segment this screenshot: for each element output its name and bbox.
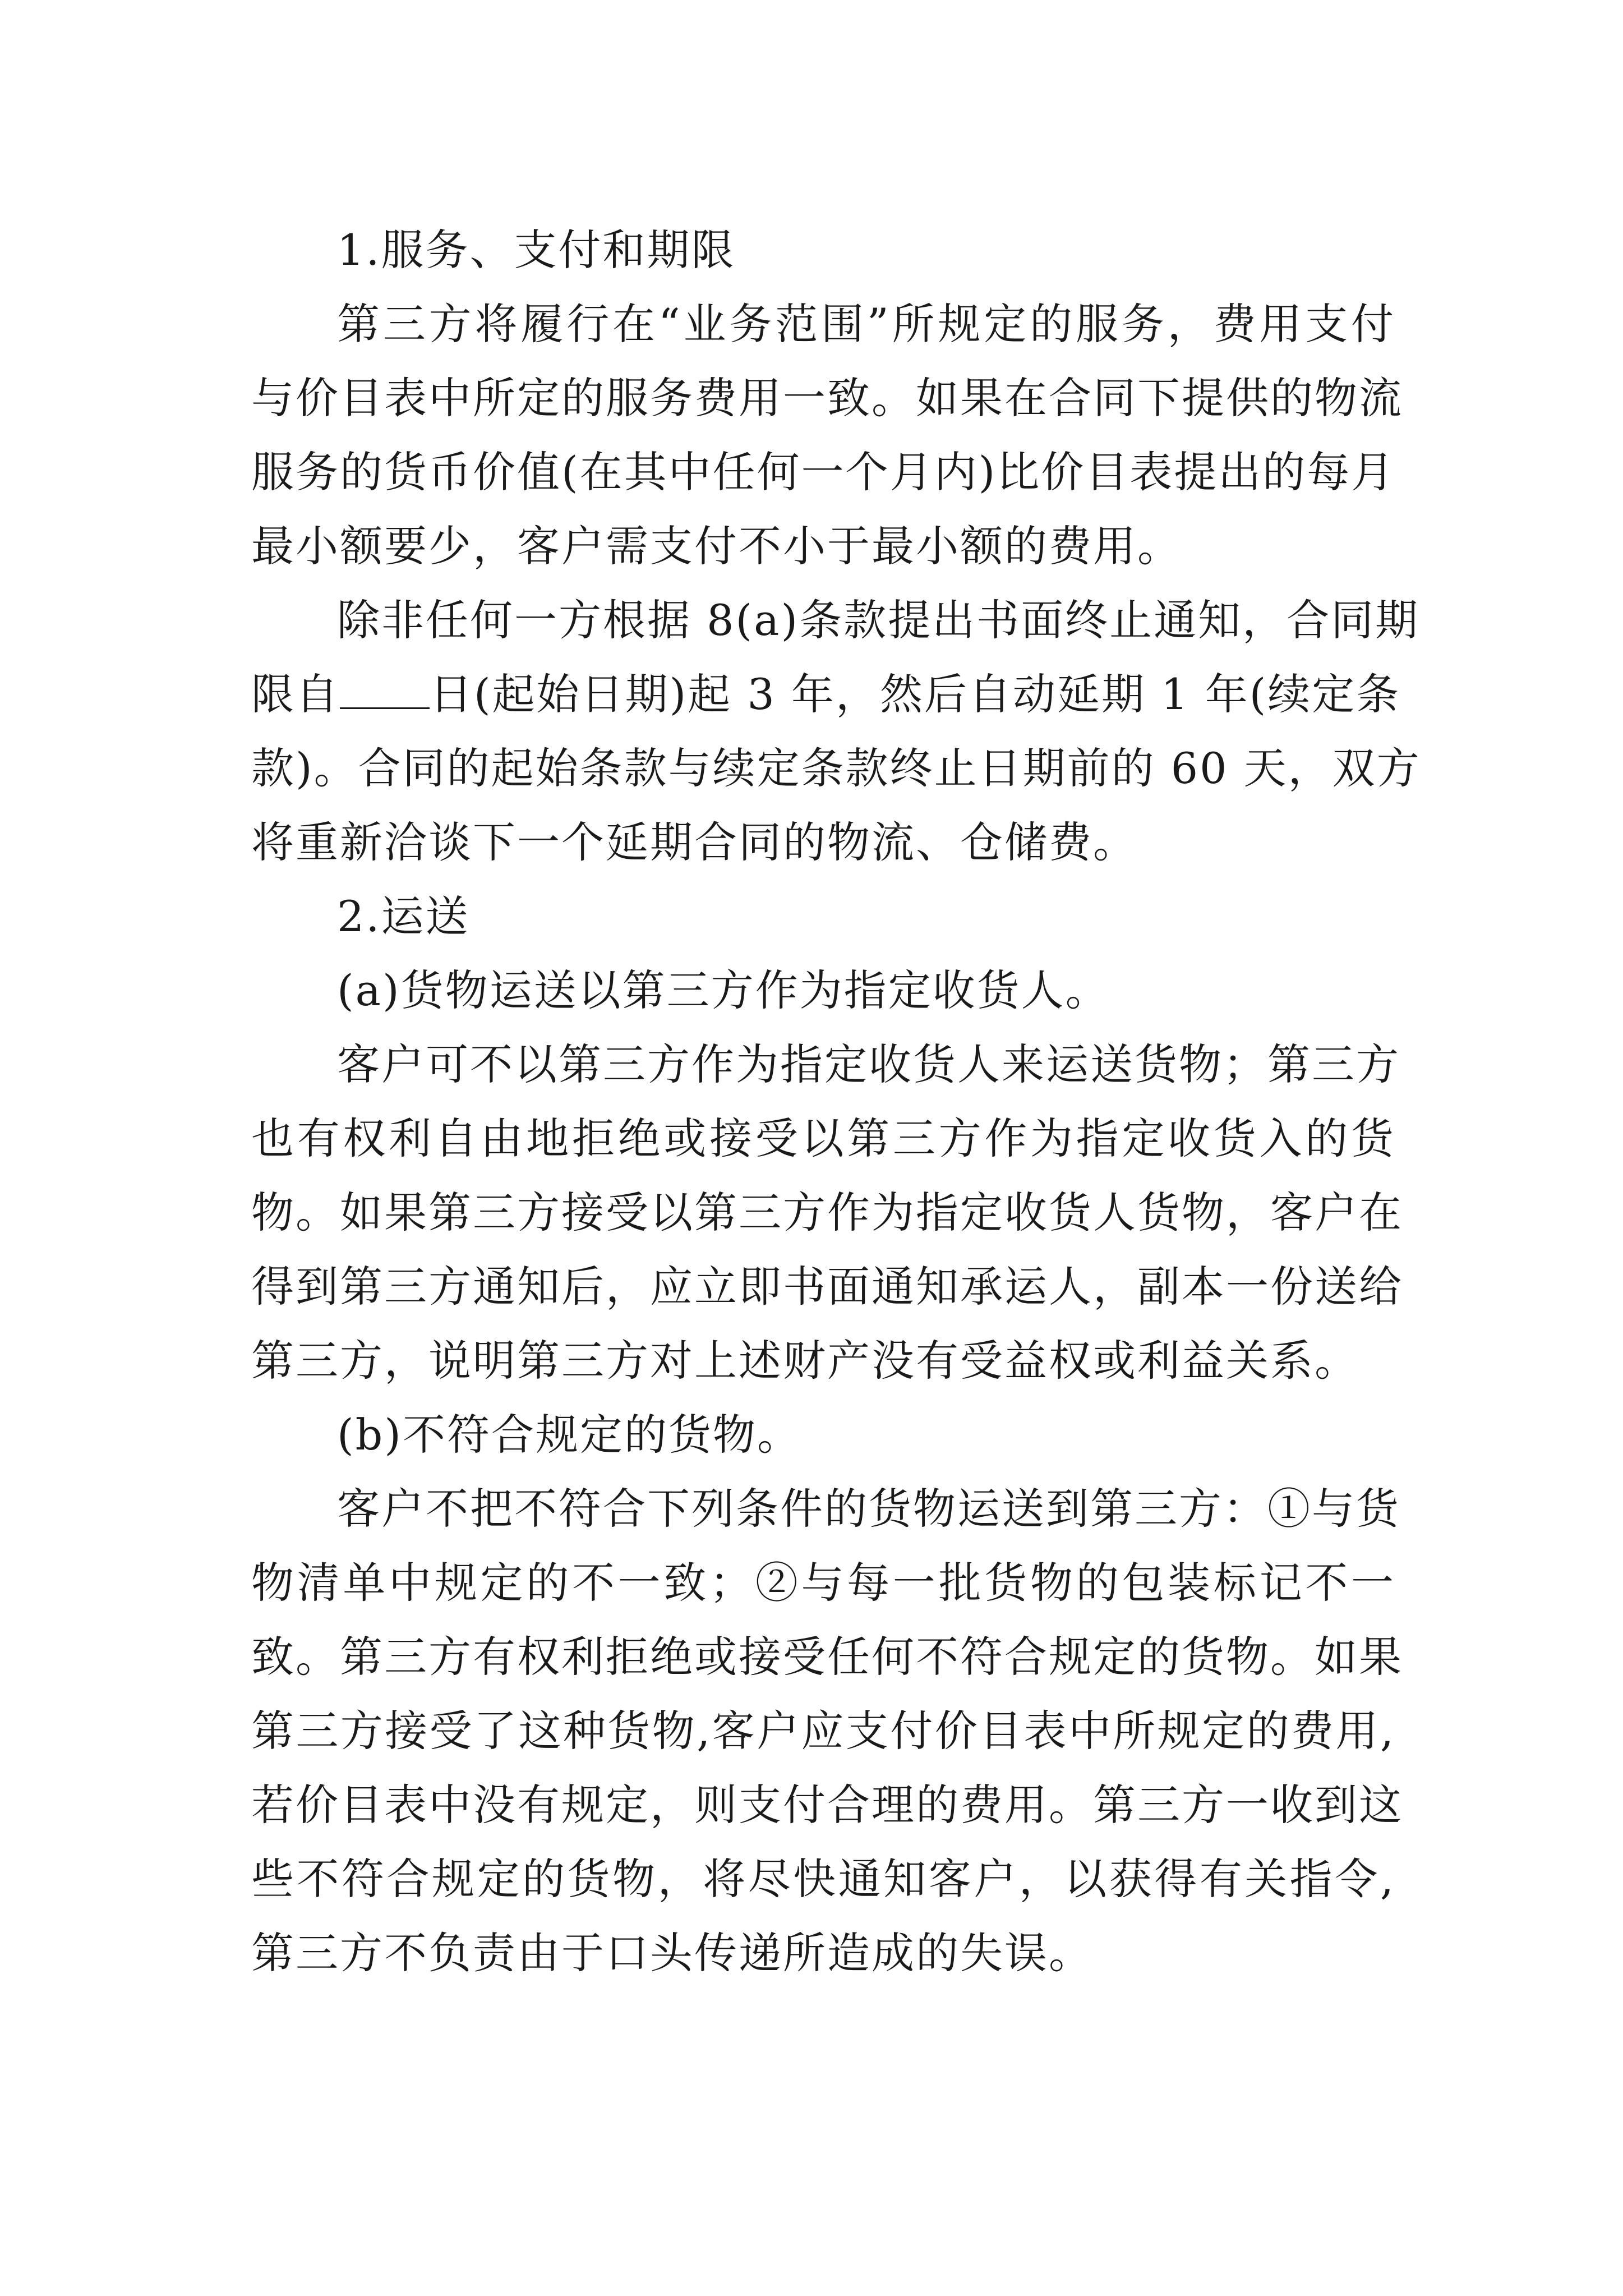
- paragraph-line: 客户可不以第三方作为指定收货人来运送货物；第三方: [337, 1039, 1400, 1089]
- fill-in-blank: [340, 674, 430, 709]
- section-heading-2: 2.运送: [337, 891, 470, 941]
- paragraph-line: 将重新洽谈下一个延期合同的物流、仓储费。: [251, 817, 1137, 867]
- paragraph-line: 若价目表中没有规定，则支付合理的费用。第三方一收到这: [251, 1780, 1403, 1830]
- subsection-heading-b: (b)不符合规定的货物。: [337, 1410, 801, 1460]
- paragraph-line: 客户不把不符合下列条件的货物运送到第三方：①与货: [337, 1484, 1400, 1534]
- paragraph-line: 与价目表中所定的服务费用一致。如果在合同下提供的物流: [251, 373, 1403, 423]
- paragraph-line: 物。如果第三方接受以第三方作为指定收货人货物，客户在: [251, 1188, 1403, 1237]
- section-heading-1: 1.服务、支付和期限: [337, 225, 736, 275]
- paragraph-line: 第三方将履行在“业务范围”所规定的服务，费用支付: [337, 299, 1395, 349]
- paragraph-line: 致。第三方有权利拒绝或接受任何不符合规定的货物。如果: [251, 1632, 1403, 1682]
- paragraph-line: 第三方接受了这种货物,客户应支付价目表中所规定的费用,: [251, 1706, 1395, 1756]
- paragraph-line: 第三方不负责由于口头传递所造成的失误。: [251, 1928, 1093, 1978]
- paragraph-line: 款)。合同的起始条款与续定条款终止日期前的 60 天，双方: [251, 743, 1421, 793]
- text-segment: 限自: [251, 669, 340, 719]
- paragraph-line: 服务的货币价值(在其中任何一个月内)比价目表提出的每月: [251, 447, 1396, 497]
- paragraph-line: 除非任何一方根据 8(a)条款提出书面终止通知，合同期: [337, 595, 1420, 645]
- text-segment: 日(起始日期)起 3 年，然后自动延期 1 年(续定条: [430, 669, 1401, 719]
- paragraph-line: 物清单中规定的不一致；②与每一批货物的包装标记不一: [251, 1558, 1395, 1608]
- paragraph-line: 最小额要少，客户需支付不小于最小额的费用。: [251, 521, 1182, 571]
- paragraph-line: 第三方，说明第三方对上述财产没有受益权或利益关系。: [251, 1336, 1359, 1386]
- paragraph-line: 得到第三方通知后，应立即书面通知承运人，副本一份送给: [251, 1262, 1403, 1312]
- paragraph-line-with-blank: [251, 657, 1401, 731]
- paragraph-line: 些不符合规定的货物，将尽快通知客户，以获得有关指令,: [251, 1854, 1395, 1904]
- subsection-heading-a: (a)货物运送以第三方作为指定收货人。: [337, 965, 1110, 1015]
- paragraph-line: 也有权利自由地拒绝或接受以第三方作为指定收货入的货: [251, 1114, 1395, 1163]
